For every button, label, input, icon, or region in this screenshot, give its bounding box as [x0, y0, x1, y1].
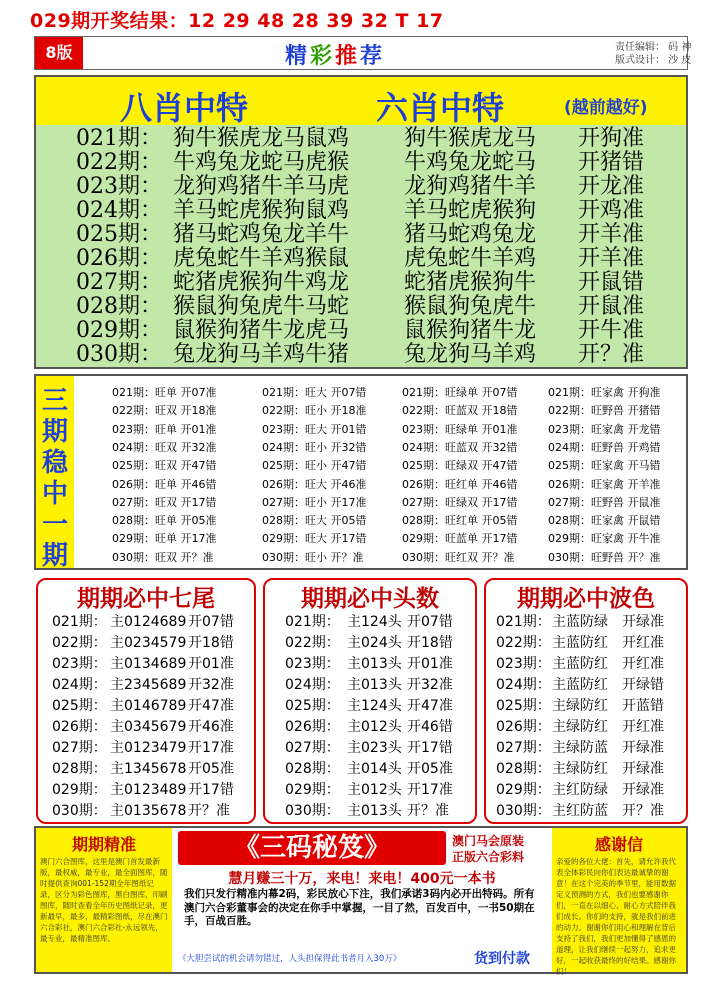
three-period-entry: 026期：旺单 开46错: [112, 477, 217, 491]
pick-label: 主蓝防绿: [552, 614, 608, 630]
result-label: 开蓝错: [622, 698, 664, 714]
result-label: 开01准: [407, 656, 453, 672]
pick-label: 主013头: [347, 677, 402, 693]
period-label: 022期：: [496, 635, 551, 651]
footer-left-title: 期期精准: [71, 835, 136, 854]
three-period-entry: 027期：旺野兽 开鼠准: [548, 495, 661, 509]
period-label: 024期：: [496, 677, 551, 693]
pick-label: 主0123479: [110, 740, 187, 756]
head-number-box: [263, 578, 477, 824]
three-period-entry: 027期：旺小 开17准: [262, 495, 367, 509]
six-zodiac-pick: 猴鼠狗兔虎牛: [404, 294, 537, 319]
three-period-entry: 021期：旺家禽 开狗准: [548, 386, 661, 399]
three-period-entry: 024期：旺野兽 开鸡错: [548, 440, 661, 454]
three-period-entry: 027期：旺双 开17错: [112, 495, 217, 509]
result-label: 开18错: [407, 635, 453, 651]
credits: [615, 41, 691, 67]
period-label: 025期：: [496, 698, 551, 714]
result-label: 开牛准: [578, 318, 645, 343]
zodiac-section-header: [36, 77, 686, 125]
three-period-entry: 025期：旺家禽 开马错: [548, 459, 661, 473]
three-period-entry: 023期：旺大 开01错: [262, 422, 367, 436]
pick-label: 主0134689: [110, 656, 187, 672]
title-char-4: 荐: [360, 44, 386, 69]
period-label: 028期：: [285, 761, 340, 777]
wave-color-title: 期期必中波色: [517, 585, 655, 612]
result-label: 开红准: [622, 656, 664, 672]
period-label: 022期：: [52, 635, 107, 651]
result-label: 开07错: [407, 614, 453, 630]
pick-label: 主012头: [347, 719, 402, 735]
result-label: 开18错: [188, 635, 234, 651]
footer-right-panel: [552, 828, 686, 976]
period-label: 028期：: [76, 294, 162, 319]
genuine-material-tag: 正版六合彩料: [452, 850, 525, 864]
pick-label: 主蓝防红: [552, 677, 608, 693]
three-period-entry: 025期：旺双 开47错: [112, 459, 217, 473]
period-label: 025期：: [76, 222, 162, 247]
period-label: 029期：: [76, 318, 162, 343]
three-period-entry: 021期：旺单 开07准: [112, 386, 217, 399]
three-period-entry: 023期：旺绿单 开01准: [402, 422, 518, 436]
period-label: 022期：: [76, 150, 162, 175]
eight-zodiac-pick: 狗牛猴虎龙马鼠鸡: [173, 126, 350, 151]
three-period-entry: 028期：旺红单 开05错: [402, 514, 518, 528]
result-label: 开47准: [407, 698, 453, 714]
six-zodiac-pick: 猪马蛇鸡兔龙: [404, 222, 537, 247]
period-label: 026期：: [496, 719, 551, 735]
editor-credit: 责任编辑： 码 神: [615, 42, 692, 53]
result-label: 开羊准: [578, 222, 645, 247]
three-period-entry: 024期：旺小 开32错: [262, 440, 367, 454]
result-label: 开46准: [188, 719, 234, 735]
three-period-entry: 029期：旺大 开17错: [262, 532, 367, 546]
pick-label: 主绿防红: [552, 719, 608, 735]
result-label: 开17错: [407, 740, 453, 756]
period-label: 022期：: [285, 635, 340, 651]
period-label: 028期：: [52, 761, 107, 777]
side-char: 稳: [41, 448, 68, 478]
draw-result-text: 029期开奖结果：12 29 48 28 39 32 T 17: [30, 10, 444, 32]
three-period-entry: 029期：旺蓝单 开17错: [402, 532, 518, 546]
seven-tail-title: 期期必中七尾: [77, 585, 215, 612]
edition-badge: 8版: [35, 37, 83, 69]
thank-you-text: 亲爱的各位大佬：首先，请允许我代表全体彩民向你们表达最诚挚的谢意！在这个完美的季节里，能用数据定义预测的方式，我们也要感谢你们，一直在以细心、耐心方式陪伴我们成长。你们的支持，就是我们前进的动力。谢谢你们用心和理解在背后支持了我们，我们更加懂得了感恩的道理，让我们继续一起努力，追求更好，一起收获最终的好结果。感谢你们！: [556, 857, 676, 976]
three-period-entry: 027期：旺绿双 开17错: [402, 495, 518, 509]
title-char-2: 彩: [310, 44, 336, 69]
pick-label: 主0124689: [110, 614, 187, 630]
eight-zodiac-pick: 羊马蛇虎猴狗鼠鸡: [173, 198, 350, 223]
period-label: 030期：: [52, 803, 107, 819]
result-label: 开47准: [188, 698, 234, 714]
period-label: 023期：: [76, 174, 162, 199]
result-label: 开17准: [188, 740, 234, 756]
pick-label: 主0135678: [110, 803, 187, 819]
footer-left-text: 澳门六合图库，这里是澳门首发最新版，最权威，最专业，最全面图库，随时提供查询001-152期全年图纸记录，区分为彩色图库，黑白图库，印刷图库，随时查看全年历史图纸记录，更新最早，最多，最精彩图纸，尽在澳门六合彩社，澳门六合彩社-永远领先，最专业，最精准图库。: [40, 857, 168, 943]
pick-label: 主124头: [347, 614, 402, 630]
pick-label: 主023头: [347, 740, 402, 756]
period-label: 027期：: [76, 270, 162, 295]
pick-label: 主0345679: [110, 719, 187, 735]
result-label: 开绿准: [622, 782, 664, 798]
three-period-side-title: [36, 376, 74, 571]
side-char: 期: [41, 541, 68, 571]
book-title: 《三码秘笈》: [233, 833, 390, 863]
period-label: 025期：: [285, 698, 340, 714]
result-label: 开羊准: [578, 246, 645, 271]
pick-label: 主012头: [347, 782, 402, 798]
result-label: 开狗准: [578, 126, 645, 151]
eight-zodiac-pick: 猴鼠狗兔虎牛马蛇: [173, 294, 350, 319]
period-label: 024期：: [285, 677, 340, 693]
three-period-entry: 026期：旺红单 开46错: [402, 477, 518, 491]
pick-label: 主124头: [347, 698, 402, 714]
pick-label: 主蓝防红: [552, 635, 608, 651]
result-label: 开绿准: [622, 761, 664, 777]
period-label: 026期：: [285, 719, 340, 735]
three-period-entry: 022期：旺野兽 开猪错: [548, 404, 661, 418]
three-period-entry: 022期：旺双 开18准: [112, 404, 217, 418]
result-label: 开鼠错: [578, 270, 645, 295]
footer-left-panel: [36, 828, 172, 972]
designer-credit: 版式设计： 沙 皮: [615, 55, 692, 66]
eight-zodiac-pick: 鼠猴狗猪牛龙虎马: [173, 318, 350, 343]
period-label: 023期：: [52, 656, 107, 672]
result-label: 开17准: [407, 782, 453, 798]
result-label: 开07错: [188, 614, 234, 630]
header-bar: [0, 0, 724, 36]
pick-label: 主蓝防红: [552, 656, 608, 672]
six-zodiac-pick: 羊马蛇虎猴狗: [404, 198, 537, 223]
book-title-box: [178, 831, 446, 865]
zodiac-prediction-section: [34, 75, 688, 369]
three-period-entry: 026期：旺大 开46准: [262, 477, 367, 491]
result-label: 开32准: [407, 677, 453, 693]
pick-label: 主0123489: [110, 782, 187, 798]
pick-label: 主013头: [347, 803, 402, 819]
period-label: 030期：: [285, 803, 340, 819]
result-label: 开05准: [407, 761, 453, 777]
result-label: 开绿错: [622, 677, 664, 693]
eight-zodiac-pick: 龙狗鸡猪牛羊马虎: [173, 174, 350, 199]
three-period-entry: 023期：旺家禽 开龙错: [548, 422, 661, 436]
six-zodiac-pick: 虎兔蛇牛羊鸡: [404, 246, 537, 271]
period-label: 024期：: [52, 677, 107, 693]
pick-label: 主0234579: [110, 635, 187, 651]
six-zodiac-pick: 兔龙狗马羊鸡: [404, 342, 537, 367]
result-label: 开05准: [188, 761, 234, 777]
six-zodiac-pick: 狗牛猴虎龙马: [404, 126, 537, 151]
pick-label: 主红防蓝: [552, 803, 608, 819]
result-label: 开绿准: [622, 740, 664, 756]
three-period-entry: 025期：旺小 开47错: [262, 459, 367, 473]
result-label: 开？准: [622, 803, 664, 819]
result-label: 开？准: [407, 803, 449, 819]
book-description: 我们只发行精准内幕2码，彩民放心下注，我们承诺3码内必开出特码。所有澳门六合彩董事会的决定在你手中掌握，一目了然，百发百中，一书50期在手，百战百胜。: [184, 888, 535, 927]
three-period-entry: 024期：旺蓝双 开32错: [402, 440, 518, 454]
eight-zodiac-pick: 兔龙狗马羊鸡牛猪: [173, 342, 350, 367]
three-period-entry: 023期：旺单 开01准: [112, 422, 217, 436]
result-label: 开鼠准: [578, 294, 645, 319]
side-char: 一: [41, 510, 68, 540]
side-char: 期: [41, 417, 68, 447]
six-zodiac-pick: 鼠猴狗猪牛龙: [404, 318, 537, 343]
pick-label: 主014头: [347, 761, 402, 777]
six-zodiac-pick: 龙狗鸡猪牛羊: [404, 174, 537, 199]
period-label: 021期：: [52, 614, 107, 630]
three-period-entry: 022期：旺蓝双 开18错: [402, 404, 518, 418]
period-label: 029期：: [496, 782, 551, 798]
result-label: 开绿准: [622, 614, 664, 630]
pick-label: 主024头: [347, 635, 402, 651]
pick-label: 主绿防红: [552, 698, 608, 714]
eight-zodiac-title: 八肖中特: [120, 89, 249, 127]
three-period-entry: 029期：旺单 开17准: [112, 532, 217, 546]
seven-tail-box: [36, 578, 256, 824]
thank-you-title: 感谢信: [594, 835, 643, 854]
period-label: 029期：: [285, 782, 340, 798]
three-period-section: [34, 374, 688, 570]
pick-label: 主013头: [347, 656, 402, 672]
three-period-entry: 025期：旺绿双 开47错: [402, 459, 518, 473]
period-label: 021期：: [285, 614, 340, 630]
pick-label: 主1345678: [110, 761, 187, 777]
period-label: 024期：: [76, 198, 162, 223]
result-label: 开01准: [188, 656, 234, 672]
wave-color-box: [484, 578, 688, 824]
result-label: 开猪错: [578, 150, 645, 175]
footer-ad: [34, 826, 688, 974]
period-label: 027期：: [52, 740, 107, 756]
three-period-entry: 021期：旺绿单 开07错: [402, 386, 518, 399]
result-label: 开17错: [188, 782, 234, 798]
period-label: 030期：: [76, 342, 162, 367]
eight-zodiac-pick: 虎兔蛇牛羊鸡猴鼠: [173, 246, 350, 271]
result-label: 开龙准: [578, 174, 645, 199]
period-label: 026期：: [52, 719, 107, 735]
page-title: [285, 39, 385, 70]
title-banner: [34, 36, 692, 70]
promo-banner: 慧月赚三十万，来电！来电！400元一本书: [228, 871, 496, 887]
period-label: 030期：: [496, 803, 551, 819]
side-char: 三: [41, 386, 68, 416]
result-label: 开46错: [407, 719, 453, 735]
macau-original-tag: 澳门马会原装: [452, 834, 525, 848]
result-label: 开红准: [622, 635, 664, 651]
period-label: 025期：: [52, 698, 107, 714]
pick-label: 主2345689: [110, 677, 187, 693]
three-period-entry: 028期：旺大 开05错: [262, 514, 367, 528]
footer-center-panel: [174, 828, 550, 972]
title-char-1: 精: [285, 44, 311, 69]
side-char: 中: [41, 479, 68, 509]
six-zodiac-pick: 蛇猪虎猴狗牛: [404, 270, 537, 295]
three-period-entry: 028期：旺单 开05准: [112, 514, 217, 528]
result-label: 开？准: [578, 342, 645, 367]
period-label: 026期：: [76, 246, 162, 271]
three-period-entry: 029期：旺家禽 开牛准: [548, 532, 661, 546]
period-label: 023期：: [496, 656, 551, 672]
result-label: 开红准: [622, 719, 664, 735]
guarantee-note: 《大胆尝试的机会请勿错过，人头担保得此书者月入30万》: [178, 954, 402, 964]
head-number-title: 期期必中头数: [301, 585, 439, 612]
result-label: 开？准: [188, 803, 230, 819]
eight-zodiac-pick: 蛇猪虎猴狗牛鸡龙: [173, 270, 350, 295]
six-zodiac-pick: 牛鸡兔龙蛇马: [404, 150, 537, 175]
eight-zodiac-pick: 猪马蛇鸡兔龙羊牛: [173, 222, 350, 247]
period-label: 027期：: [285, 740, 340, 756]
title-char-3: 推: [335, 44, 361, 69]
three-period-entry: 030期：旺双 开？准: [112, 550, 214, 564]
pick-label: 主绿防红: [552, 761, 608, 777]
better-earlier-badge: (越前越好): [564, 98, 648, 118]
pick-label: 主0146789: [110, 698, 187, 714]
pick-label: 主红防绿: [552, 782, 608, 798]
three-period-entry: 030期：旺小 开？准: [262, 550, 364, 564]
three-period-entry: 030期：旺野兽 开？准: [548, 550, 661, 564]
eight-zodiac-pick: 牛鸡兔龙蛇马虎猴: [173, 150, 350, 175]
period-label: 023期：: [285, 656, 340, 672]
three-period-entry: 022期：旺小 开18准: [262, 404, 367, 418]
period-label: 029期：: [52, 782, 107, 798]
period-label: 027期：: [496, 740, 551, 756]
six-zodiac-title: 六肖中特: [376, 89, 505, 127]
three-period-entry: 030期：旺红双 开？准: [402, 550, 515, 564]
three-period-entry: 021期：旺大 开07错: [262, 386, 367, 399]
cash-on-delivery-label: 货到付款: [474, 951, 530, 967]
three-period-entry: 024期：旺双 开32准: [112, 440, 217, 454]
period-label: 028期：: [496, 761, 551, 777]
three-period-entry: 026期：旺家禽 开羊准: [548, 477, 661, 491]
pick-label: 主绿防蓝: [552, 740, 608, 756]
period-label: 021期：: [496, 614, 551, 630]
result-label: 开鸡准: [578, 198, 645, 223]
result-label: 开32准: [188, 677, 234, 693]
three-period-entry: 028期：旺家禽 开鼠错: [548, 514, 661, 528]
period-label: 021期：: [76, 126, 162, 151]
